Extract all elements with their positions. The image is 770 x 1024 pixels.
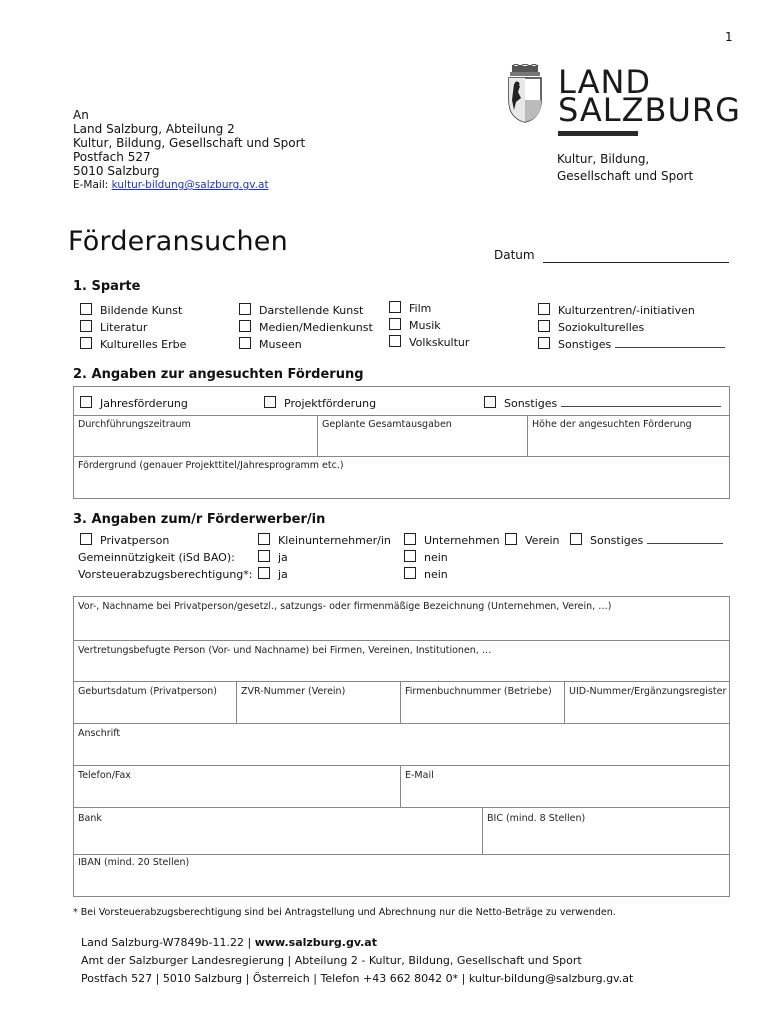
checkbox-option[interactable] (80, 302, 186, 319)
option-label: Verein (525, 534, 560, 547)
checkbox[interactable] (80, 303, 92, 315)
option-label: Soziokulturelles (558, 321, 645, 334)
sparte-column-2 (239, 302, 373, 353)
field-geburtsdatum[interactable]: Geburtsdatum (Privatperson) (78, 686, 217, 697)
checkbox[interactable] (258, 567, 270, 579)
option-label: Kleinunternehmer/in (278, 534, 391, 547)
field-firmenbuch[interactable]: Firmenbuchnummer (Betriebe) (405, 686, 552, 697)
checkbox-option[interactable] (538, 319, 725, 336)
option-label: Sonstiges (558, 338, 612, 351)
sonstiges-fill-line[interactable] (647, 534, 723, 544)
checkbox[interactable] (239, 337, 251, 349)
option-label: Medien/Medienkunst (259, 321, 373, 334)
table-divider (400, 765, 401, 807)
checkbox[interactable] (389, 301, 401, 313)
salzburg-crest-logo (506, 64, 544, 124)
checkbox[interactable] (538, 303, 550, 315)
table-divider (74, 854, 729, 855)
form-code: Land Salzburg-W7849b-11.22 (81, 936, 244, 949)
logo-bar (558, 131, 638, 136)
footer-line-1 (81, 934, 633, 952)
department-block (557, 151, 693, 185)
sparte-column-3 (389, 300, 469, 351)
checkbox-option[interactable] (258, 549, 288, 566)
checkbox[interactable] (389, 318, 401, 330)
checkbox-option[interactable] (80, 336, 186, 353)
checkbox[interactable] (404, 533, 416, 545)
footnote: * Bei Vorsteuerabzugsberechtigung sind bei Antragstellung und Abrechnung nur die Netto-Beträge zu verwenden. (73, 907, 616, 918)
footer-line-2: Amt der Salzburger Landesregierung | Abteilung 2 - Kultur, Bildung, Gesellschaft und Sport (81, 954, 582, 967)
checkbox-option[interactable] (239, 336, 373, 353)
foerderwerber-table (73, 596, 730, 897)
field-foerdergrund[interactable]: Fördergrund (genauer Projekttitel/Jahresprogramm etc.) (78, 460, 344, 471)
checkbox-option[interactable] (538, 336, 725, 353)
footer-website-link[interactable]: www.salzburg.gv.at (254, 936, 377, 949)
address-line: Postfach 527 (73, 150, 151, 164)
table-divider (400, 681, 401, 723)
option-label: Volkskultur (409, 336, 470, 349)
table-divider (74, 456, 729, 457)
section-2-heading: 2. Angaben zur angesuchten Förderung (73, 367, 364, 382)
checkbox-option[interactable] (484, 395, 721, 412)
checkbox-option[interactable] (538, 302, 725, 319)
checkbox-option[interactable] (404, 532, 500, 549)
table-divider (74, 723, 729, 724)
checkbox-option[interactable] (570, 532, 723, 549)
table-divider (74, 415, 729, 416)
page-number: 1 (725, 30, 733, 44)
field-bic[interactable]: BIC (mind. 8 Stellen) (487, 813, 586, 824)
footer-line-3: Postfach 527 | 5010 Salzburg | Österreich | Telefon +43 662 8042 0* | kultur-bildung@salzburg.gv.at (81, 972, 634, 985)
footer (81, 934, 633, 988)
field-anschrift[interactable]: Anschrift (78, 728, 121, 739)
checkbox[interactable] (239, 320, 251, 332)
checkbox-option[interactable] (404, 566, 448, 583)
checkbox[interactable] (570, 533, 582, 545)
field-telefon[interactable]: Telefon/Fax (78, 770, 131, 781)
checkbox-option[interactable] (239, 302, 373, 319)
email-label: E-Mail: (73, 179, 112, 191)
field-durchfuehrungszeitraum[interactable]: Durchführungszeitraum (78, 419, 191, 430)
vorsteuer-label: Vorsteuerabzugsberechtigung*: (78, 568, 253, 581)
option-label: Kulturelles Erbe (100, 338, 187, 351)
field-gesamtausgaben[interactable]: Geplante Gesamtausgaben (322, 419, 452, 430)
option-label: ja (278, 568, 288, 581)
checkbox[interactable] (404, 550, 416, 562)
field-iban[interactable]: IBAN (mind. 20 Stellen) (78, 857, 190, 868)
table-divider (527, 415, 528, 456)
option-label: Unternehmen (424, 534, 500, 547)
address-line: 5010 Salzburg (73, 164, 160, 178)
recipient-address (73, 108, 305, 192)
checkbox[interactable] (258, 550, 270, 562)
checkbox-option[interactable] (239, 319, 373, 336)
date-label: Datum (494, 248, 535, 262)
field-zvr[interactable]: ZVR-Nummer (Verein) (241, 686, 346, 697)
field-name[interactable]: Vor-, Nachname bei Privatperson/gesetzl., satzungs- oder firmenmäßige Bezeichnung (Unternehmen, Verein, …) (78, 601, 612, 612)
table-divider (317, 415, 318, 456)
date-input-line[interactable] (543, 262, 729, 263)
table-divider (74, 807, 729, 808)
field-vertretung[interactable]: Vertretungsbefugte Person (Vor- und Nachname) bei Firmen, Vereinen, Institutionen, … (78, 645, 492, 656)
checkbox[interactable] (538, 320, 550, 332)
address-line: Land Salzburg, Abteilung 2 (73, 122, 235, 136)
checkbox-option[interactable] (80, 319, 186, 336)
checkbox-option[interactable] (389, 317, 469, 334)
footer-separator: | (243, 936, 255, 949)
checkbox-option[interactable] (264, 395, 376, 412)
sonstiges-fill-line[interactable] (561, 397, 721, 407)
field-bank[interactable]: Bank (78, 813, 102, 824)
option-label: Literatur (100, 321, 148, 334)
checkbox-option[interactable] (389, 334, 469, 351)
checkbox[interactable] (404, 567, 416, 579)
table-divider (74, 681, 729, 682)
option-label: Jahresförderung (100, 397, 188, 410)
sonstiges-fill-line[interactable] (615, 338, 725, 348)
table-divider (74, 640, 729, 641)
checkbox[interactable] (258, 533, 270, 545)
email-link[interactable]: kultur-bildung@salzburg.gv.at (111, 179, 269, 191)
sparte-column-4 (538, 302, 725, 353)
option-label: Bildende Kunst (100, 304, 183, 317)
checkbox-option[interactable] (258, 566, 288, 583)
email-line (73, 178, 305, 192)
option-label: Musik (409, 319, 441, 332)
option-label: Museen (259, 338, 302, 351)
checkbox-option[interactable] (80, 532, 169, 549)
sparte-column-1 (80, 302, 186, 353)
page-title: Förderansuchen (68, 226, 288, 257)
logo-text-land: LAND (558, 63, 652, 101)
checkbox[interactable] (80, 533, 92, 545)
checkbox-option[interactable] (258, 532, 391, 549)
checkbox[interactable] (80, 396, 92, 408)
checkbox[interactable] (538, 337, 550, 349)
gemeinnuetzigkeit-label: Gemeinnützigkeit (iSd BAO): (78, 551, 235, 564)
checkbox[interactable] (484, 396, 496, 408)
checkbox[interactable] (80, 320, 92, 332)
section-3-heading: 3. Angaben zum/r Förderwerber/in (73, 512, 326, 527)
section-1-heading: 1. Sparte (73, 279, 141, 294)
checkbox[interactable] (80, 337, 92, 349)
table-divider (564, 681, 565, 723)
field-uid[interactable]: UID-Nummer/Ergänzungsregister (569, 686, 727, 697)
checkbox-option[interactable] (505, 532, 560, 549)
foerderung-table (73, 386, 730, 499)
option-label: Darstellende Kunst (259, 304, 364, 317)
option-label: Film (409, 302, 432, 315)
option-label: Privatperson (100, 534, 170, 547)
table-divider (74, 765, 729, 766)
checkbox[interactable] (389, 335, 401, 347)
checkbox-option[interactable] (80, 395, 188, 412)
address-line: An (73, 108, 89, 122)
checkbox[interactable] (264, 396, 276, 408)
table-divider (482, 807, 483, 854)
field-email[interactable]: E-Mail (405, 770, 434, 781)
department-line: Kultur, Bildung, (557, 152, 650, 166)
option-label: Sonstiges (590, 534, 644, 547)
checkbox-option[interactable] (404, 549, 448, 566)
department-line: Gesellschaft und Sport (557, 169, 694, 183)
option-label: ja (278, 551, 288, 564)
option-label: Projektförderung (284, 397, 377, 410)
field-foerderhoehe[interactable]: Höhe der angesuchten Förderung (532, 419, 692, 430)
option-label: Sonstiges (504, 397, 558, 410)
address-line: Kultur, Bildung, Gesellschaft und Sport (73, 136, 306, 150)
logo-text-salzburg: SALZBURG (558, 91, 741, 129)
checkbox-option[interactable] (389, 300, 469, 317)
checkbox[interactable] (239, 303, 251, 315)
option-label: nein (424, 568, 448, 581)
option-label: nein (424, 551, 448, 564)
option-label: Kulturzentren/-initiativen (558, 304, 695, 317)
table-divider (236, 681, 237, 723)
checkbox[interactable] (505, 533, 517, 545)
